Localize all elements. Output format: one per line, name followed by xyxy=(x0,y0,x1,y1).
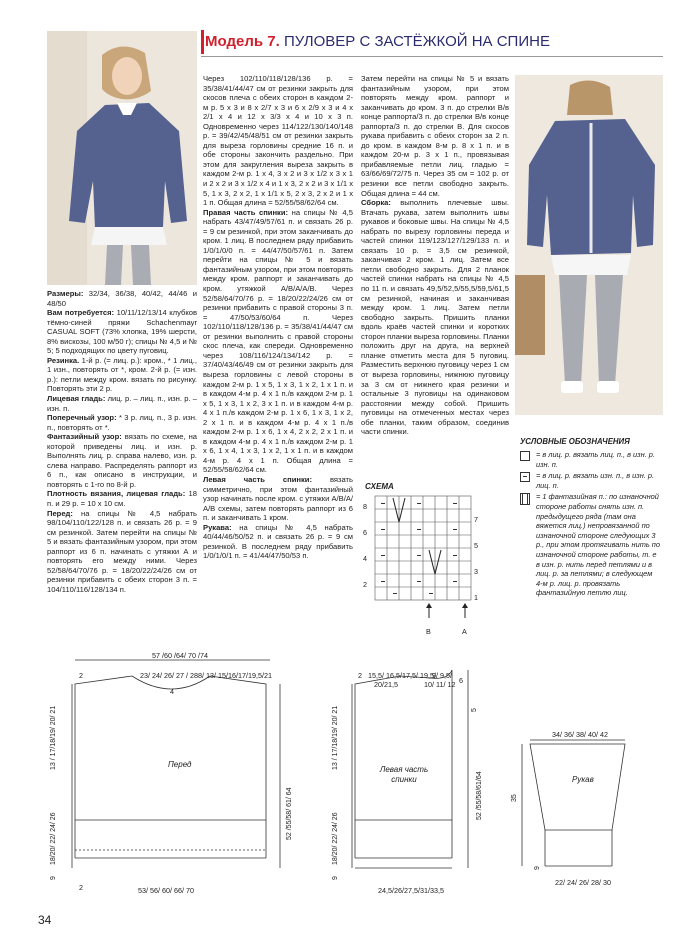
back-right-height: 52 /55/58/61/64 xyxy=(476,771,483,820)
back-label: Левая часть спинки xyxy=(379,765,429,784)
schema-row-6: 6 xyxy=(363,528,367,537)
sizes-text: 32/34, 36/38, 40/42, 44/46 и 48/50 xyxy=(47,289,197,308)
back-top-a: 15,5/ 16,5/17,5/ 19,5/ xyxy=(368,671,436,680)
column-2 xyxy=(203,74,353,561)
schema-row-3: 3 xyxy=(474,567,478,576)
photo-front xyxy=(47,31,197,285)
gauge-text: 18 п. и 29 р. = 10 х 10 см. xyxy=(47,489,197,509)
legend-item-fancy xyxy=(520,492,660,598)
photo-back xyxy=(515,75,663,415)
fancy-stitch-icon xyxy=(520,493,530,505)
right-back-label: Правая часть спинки: xyxy=(203,207,289,217)
back-top-d: 10/ 11/ 12 xyxy=(424,680,456,689)
page-title xyxy=(205,33,597,55)
front-left-h3: 9 xyxy=(50,876,57,880)
sleeve-label: Рукава: xyxy=(203,522,232,532)
title-model: Модель 7. xyxy=(205,33,280,50)
model-front-illustration xyxy=(47,31,197,285)
empty-cell-icon xyxy=(520,451,530,461)
back-left-h1: 13 / 17/18/19/ 20/ 21 xyxy=(332,705,339,770)
materials-text: 10/11/12/13/14 клубков тёмно-синей пряжи Schachenmayr CASUAL SOFT (73% хлопка, 19% шерсти, 8% вискозы, 100 м/50 г); спицы № 4,5 и № 5; 5 подходящих по цвету пуговиц. xyxy=(47,308,197,356)
legend xyxy=(520,450,660,600)
gauge-label: Плотность вязания, лицевая гладь: xyxy=(47,489,186,499)
assembly-text: выполнить плечевые швы. Втачать рукава, затем выполнить швы рукавов и боковые швы. На спицы № 4,5 набрать по вырезу горловины переда и частей спинки 119/123/127/129/133 п. и связать 10 р. = 3,5 см резинкой, заканчивая 2 кром. 1 лиц. Затем все петли свободно закрыть. Для 2 планок частей спинки набрать на спицы № 4,5 по 11 п. и связать 49,5/52,5/55,5/59,5/61,5 см резинкой, начиная и заканчивая между кром. 1 лиц. Затем петли свободно закрыть. Пришить планки вдоль краёв частей спинки и коротких сторон планки выреза горловины. Планки положить друг на друга, на верхней планке отметить места для 5 пуговиц. Разместить верхнюю пуговицу через 1 см от выреза горловины, нижнюю пуговицу за 3 см от нижнего края резинки и остальные 3 пуговицы на одинаковом расстоянии между собой. Пришить пуговицы на отмеченных местах через обе планки, таким образом, соединив части спинки. xyxy=(361,198,509,437)
sleeve-left-h: 9 xyxy=(534,866,541,870)
left-back-label: Левая часть спинки: xyxy=(203,474,312,484)
schema-arrow-b-label: В xyxy=(426,627,431,636)
schema-arrow-a-label: А xyxy=(462,627,467,636)
rib-text: 1-й р. (= лиц. р.): кром., * 1 лиц., 1 изн., повторять от *, кром. 2-й р. (= изн. р.): петли между кром. вязать по рисунку. Повторять эти 2 р. xyxy=(47,355,197,394)
schema-row-7: 7 xyxy=(474,515,478,524)
back-right-h1: 5 xyxy=(471,708,478,712)
sleeve-top-width: 34/ 36/ 38/ 40/ 42 xyxy=(552,730,608,739)
back-bottom-width: 24,5/26/27,5/31/33,5 xyxy=(378,886,444,895)
schema-row-5: 5 xyxy=(474,541,478,550)
stock-label: Лицевая гладь: xyxy=(47,394,106,404)
left-back-text: вязать симметрично, при этом фантазийный узор начинать после кром. с утяжки А/В/А/А/В схемы, затем повторять раппорт из 6 п. и заканчивать 1 кром. xyxy=(203,474,353,523)
back-top-e: 6 xyxy=(459,676,463,685)
col3-paragraph: Затем перейти на спицы № 5 и вязать фантазийным узором, при этом повторять между кром. раппорт и заканчивать до кром. 3 п. до стрелки В/в конце раппорта/3 п. до стрелки В/в конце раппорта/3 п. до стрелки В. Для скосов рукава прибавить с обеих сторон за 2 п. до кром. в каждом 8-м р. 8 х 1 п. и в каждом 20-м р. 3 х 1 п., провязывая прибавляемые петли лиц. гладью = 63/66/69/72/75 п. Через 35 см = 102 р. от резинки все петли свободно закрыть. Общая длина = 44 см. xyxy=(361,74,509,198)
schema-row-2: 2 xyxy=(363,580,367,589)
schema-title: СХЕМА xyxy=(365,482,394,491)
front-bottom-width: 53/ 56/ 60/ 66/ 70 xyxy=(138,886,194,895)
cross-text: * 3 р. лиц. п., 3 р. изн. п., повторять от *. xyxy=(47,413,198,432)
schema-chart xyxy=(360,492,500,642)
front-text: на спицы № 4,5 набрать 98/104/110/122/128 п. и связать 26 р. = 9 см резинкой. Затем перейти на спицы № 5 и вязать фантазийным узором, при этом раппорт из 6 п. начинать с утяжки А и повторять его между ними. Через 52/58/64/70/76 р. = 18/20/22/24/26 см от резинки прибавить с обеих сторон 3 п. = 104/110/116/128/134 п. xyxy=(47,508,197,594)
front-top-width: 57 /60 /64/ 70 /74 xyxy=(152,651,208,660)
stock-text: лиц. р. – лиц. п., изн. р. – изн. п. xyxy=(47,394,197,413)
front-right-height: 52 /55/58/ 61/ 64 xyxy=(286,787,293,840)
sleeve-label: Рукав xyxy=(572,775,594,784)
sizes-label: Размеры: xyxy=(47,289,84,298)
front-bottom-left: 2 xyxy=(79,883,83,892)
legend-text-knit: = в лиц. р. вязать лиц. п., в изн. р. изн. п. xyxy=(536,450,655,469)
front-left-h1: 13 / 17/18/19/ 20/ 21 xyxy=(50,705,57,770)
model-back-illustration xyxy=(515,75,663,415)
back-left-h3: 9 xyxy=(332,876,339,880)
dash-cell-icon xyxy=(520,472,530,482)
front-label: Перед: xyxy=(47,508,73,518)
back-left-h2: 18/20/ 22/ 24/ 26 xyxy=(332,812,339,865)
front-neck-right: 8/ 13/ 15/16/17/19,5/21 xyxy=(198,671,272,680)
page-number: 34 xyxy=(38,913,52,927)
sleeve-height: 35 xyxy=(511,794,518,802)
legend-text-purl: = в лиц. р. вязать изн. п., в изн. р. лиц. п. xyxy=(536,471,655,490)
rib-label: Резинка. xyxy=(47,355,80,365)
schema-row-1: 1 xyxy=(474,593,478,602)
front-label: Перед xyxy=(168,760,192,769)
front-left-h2: 18/20/ 22/ 24/ 26 xyxy=(50,812,57,865)
front-neck-left: 2 xyxy=(79,671,83,680)
front-neck-middle: 23/ 24/ 26/ 27 / 28 xyxy=(140,671,198,680)
fancy-text: вязать по схеме, на которой приведены лиц. и изн. р. Выполнять лиц. р. справа налево, изн. р. слева направо. Распределять раппорт из 6 п., как описано в инструкции, и повторять с 1-го по 8-й р. xyxy=(47,432,197,489)
cross-label: Поперечный узор: xyxy=(47,413,117,423)
schema-row-8: 8 xyxy=(363,502,367,511)
materials-label: Вам потребуется: xyxy=(47,308,115,318)
legend-item-purl xyxy=(520,471,660,490)
column-1 xyxy=(47,289,197,595)
sleeve-text: на спицы № 4,5 набрать 40/44/46/50/52 п. и связать 26 р. = 9 см резинкой. В последнем ряду прибавить 1/0/1/0/1 п. = 41/44/47/50/53 п. xyxy=(203,522,353,561)
col2-paragraph: Через 102/110/118/128/136 р. = 35/38/41/44/47 см от резинки закрыть для скосов плеча с обеих сторон в каждом 2-м р. 5 х 3 и 8 х 2/7 х 3 и 6 х 2/9 х 3 и 4 х 2/1 х 4 и 12 х 3/3 х 4 и 10 х 3 п. Одновременно через 114/122/130/140/148 р. = 39/42/45/48/51 см от резинки закрыть для выреза горловины средние 16 п. и обе стороны закончить раздельно. При этом для закругления выреза закрыть в каждом 2-м р. 1 х 4, 3 х 2 и 3 х 1/2 х 3 х 1 и 2 х 2 и 3 х 1/2 х 4 и 1 х 3, 2 х 2 и 3 х 1/1 х 5, 1 х 3, 2 х 2, 1 х 1/1 х 5, 2 х 3, 2 х 2 и 1 х 1 п. Общая длина = 52/55/58/62/64 см. xyxy=(203,74,353,208)
title-text: ПУЛОВЕР С ЗАСТЁЖКОЙ НА СПИНЕ xyxy=(283,33,550,50)
front-neck-depth: 4 xyxy=(170,687,174,696)
column-3 xyxy=(361,74,509,437)
right-back-text: на спицы № 4,5 набрать 43/47/49/57/61 п. и связать 26 р. = 9 см резинкой, при этом заканчивать до кром. 1 лиц. В последнем ряду прибавить 1/0/1/0/0 п. = 44/47/50/57/61 п. Затем перейти на спицы № 5 и вязать фантазийным узором, при этом повторять между кром. раппорт и заканчивать до кром. утяжкой А/В/А/А/В. Через 52/58/64/70/76 р. = 18/20/22/24/26 см от резинки прибавить с правой стороны 3 п. = 47/50/53/60/64 п. Через 102/110/118/128/136 р. = 35/38/41/44/47 см от резинки выполнить с правой стороны скос плеча, как спереди. Одновременно через 108/116/124/134/142 р. = 37/40/43/46/49 см от резинки закрыть для выреза горловины с левой стороны в каждом 2-м р. 1 х 5, 1 х 3, 1 х 2, 1 х 1 п. и в каждом 4-м р. 4 х 1 п./в каждом 2-м р. 1 х 5, 1 х 3, 1 х 2, 3 х 1 п. и в каждом 4-м р. 4 х 1 п./в каждом 2-м р. 1 х 6, 1 х 3, 1 х 2, 2 х 1 п. и в каждом 4-м р. 4 х 1 п./в каждом 2-м р. 1 х 6, 1 х 4, 2 х 2, 2 х 1 п. и в каждом 4-м р. 4 х 1 п./в каждом 2-м р. 1 х 6, 1 х 4, 1 х 3, 1 х 2, 1 х 1 п. и в каждом 4-м р. 4 х 1 п. Общая длина = 52/55/58/62/64 см. xyxy=(203,207,353,475)
legend-item-knit xyxy=(520,450,660,469)
legend-title: УСЛОВНЫЕ ОБОЗНАЧЕНИЯ xyxy=(520,437,630,446)
title-rule xyxy=(201,30,204,54)
back-top-b: 20/21,5 xyxy=(374,680,398,689)
schema-row-4: 4 xyxy=(363,554,367,563)
legend-text-fancy: = 1 фантазийная п.: по изнаночной стороне работы снять изн. п. предыдущего ряда (там она вяжется лиц.) непровязанной по изнаночной стороне следующих 3 р., при этом протягивать нить по изнаночной стороне работы, т. е в изн. р. нить перед петлями и в лиц. р. за петлями; в следующем 4-м р. лиц. р. провязать фантазийную петлю лиц. xyxy=(536,492,660,598)
title-underline xyxy=(201,56,663,57)
fancy-label: Фантазийный узор: xyxy=(47,432,122,442)
assembly-label: Сборка: xyxy=(361,198,391,208)
back-top-left: 2 xyxy=(358,671,362,680)
sleeve-bottom-width: 22/ 24/ 26/ 28/ 30 xyxy=(555,878,611,887)
back-top-c: 9/ 9,5/ xyxy=(432,671,452,680)
